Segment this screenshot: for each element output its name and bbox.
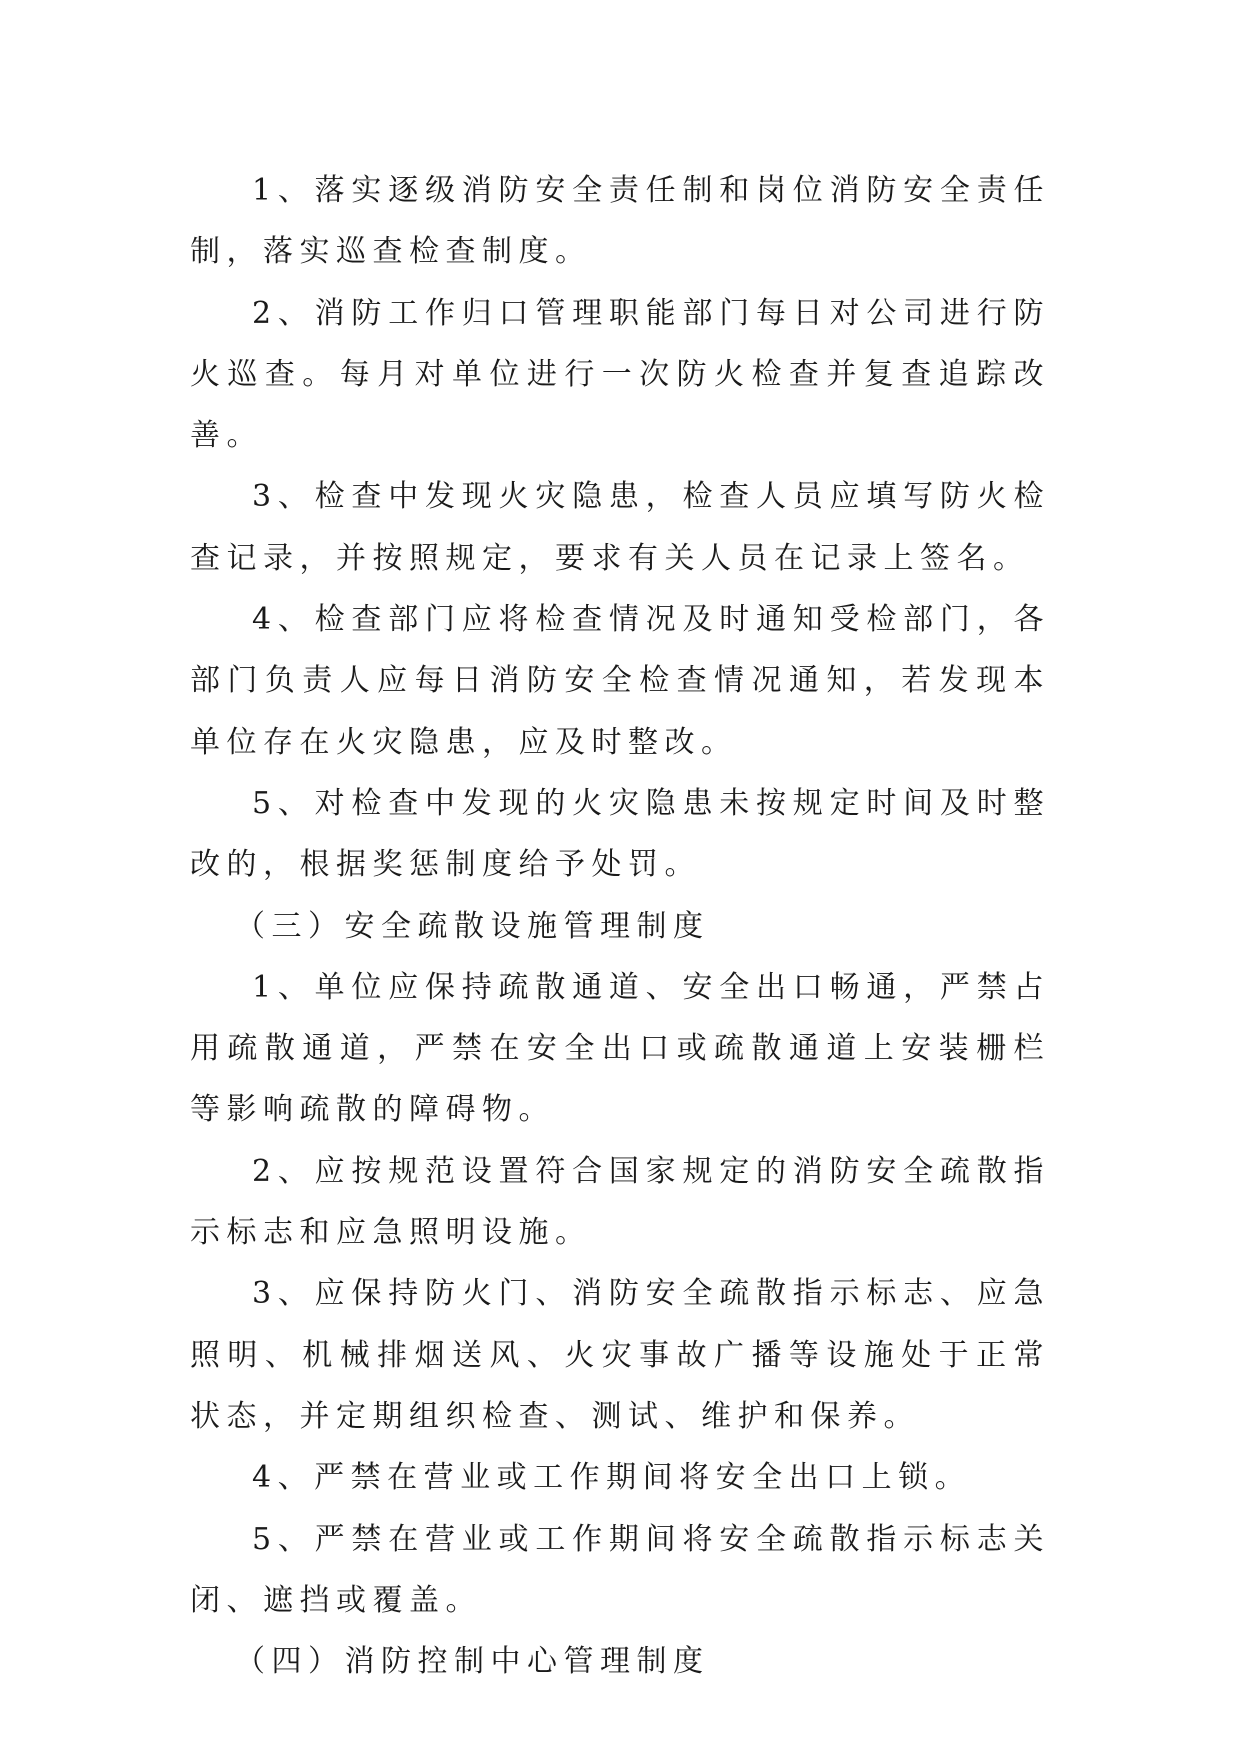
section-heading-evacuation: （三）安全疏散设施管理制度 xyxy=(235,908,710,944)
paragraph-inspection-1: 1、落实逐级消防安全责任制和岗位消防安全责任制，落实巡查检查制度。 xyxy=(190,173,1050,270)
paragraph-inspection-4: 4、检查部门应将检查情况及时通知受检部门，各部门负责人应每日消防安全检查情况通知，若发现本单位存在火灾隐患，应及时整改。 xyxy=(190,602,1050,760)
paragraph-evacuation-5: 5、严禁在营业或工作期间将安全疏散指示标志关闭、遮挡或覆盖。 xyxy=(190,1521,1050,1618)
paragraph-evacuation-2: 2、应按规范设置符合国家规定的消防安全疏散指示标志和应急照明设施。 xyxy=(190,1153,1050,1251)
paragraph-inspection-3: 3、检查中发现火灾隐患，检查人员应填写防火检查记录，并按照规定，要求有关人员在记录上签名。 xyxy=(190,479,1050,576)
paragraph-evacuation-4: 4、严禁在营业或工作期间将安全出口上锁。 xyxy=(252,1460,972,1496)
paragraph-inspection-5: 5、对检查中发现的火灾隐患未按规定时间及时整改的，根据奖惩制度给予处罚。 xyxy=(190,785,1050,883)
paragraph-inspection-2: 2、消防工作归口管理职能部门每日对公司进行防火巡查。每月对单位进行一次防火检查并复查追踪改善。 xyxy=(190,295,1050,454)
document-body xyxy=(190,160,1050,1692)
paragraph-evacuation-1: 1、单位应保持疏散通道、安全出口畅通，严禁占用疏散通道，严禁在安全出口或疏散通道上安装栅栏等影响疏散的障碍物。 xyxy=(190,969,1050,1128)
section-heading-control-center: （四）消防控制中心管理制度 xyxy=(235,1644,710,1680)
paragraph-evacuation-3: 3、应保持防火门、消防安全疏散指示标志、应急照明、机械排烟送风、火灾事故广播等设施处于正常状态，并定期组织检查、测试、维护和保养。 xyxy=(190,1276,1050,1434)
